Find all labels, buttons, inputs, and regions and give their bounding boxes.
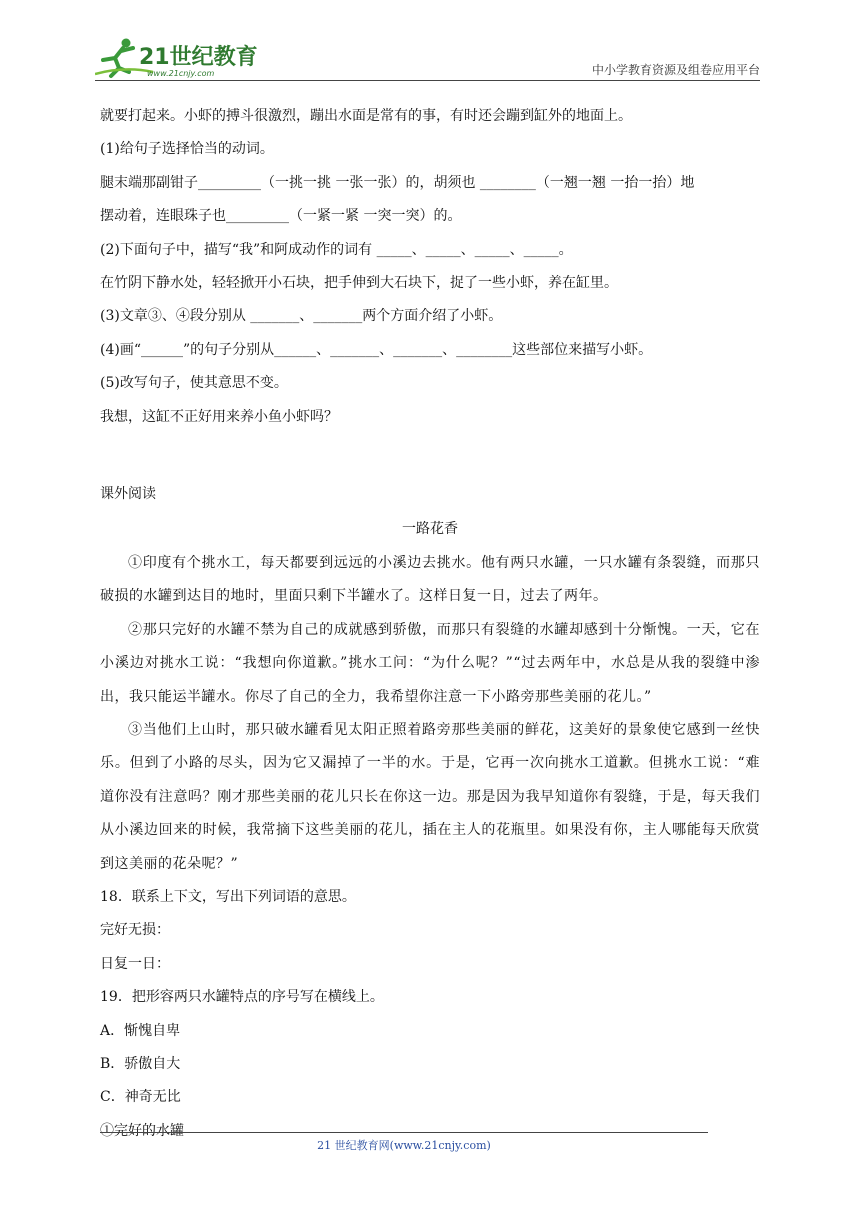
logo-text: 21世纪教育 bbox=[139, 45, 258, 70]
header-divider bbox=[95, 80, 760, 81]
section-label: 课外阅读 bbox=[100, 486, 156, 503]
question-4: (4)画“______”的句子分别从______、_______、_______、________这些部位来描写小虾。 bbox=[100, 341, 653, 358]
term-prompt: 完好无损： bbox=[100, 922, 170, 939]
text-line: 就要打起来。小虾的搏斗很激烈，蹦出水面是常有的事，有时还会蹦到缸外的地面上。 bbox=[100, 108, 632, 124]
footer-divider bbox=[100, 1132, 708, 1133]
page-content bbox=[100, 100, 760, 1148]
essay-paragraph: ①印度有个挑水工，每天都要到远远的小溪边去挑水。他有两只水罐，一只水罐有条裂缝，而那只破损的水罐到达目的地时，里面只剩下半罐水了。这样日复一日，过去了两年。 bbox=[100, 554, 760, 605]
question-5: (5)改写句子，使其意思不变。 bbox=[100, 375, 288, 392]
question-18: 18．联系上下文，写出下列词语的意思。 bbox=[100, 888, 356, 905]
question-1: (1)给句子选择恰当的动词。 bbox=[100, 141, 274, 158]
essay-title: 一路花香 bbox=[402, 521, 458, 538]
option-c: C．神奇无比 bbox=[100, 1089, 181, 1106]
site-logo bbox=[95, 36, 265, 80]
fill-blank-line: 摆动着，连眼珠子也_________（一紧一紧 一突一突）的。 bbox=[100, 208, 462, 225]
text-line: 我想，这缸不正好用来养小鱼小虾吗？ bbox=[100, 408, 338, 425]
text-line: 在竹阴下静水处，轻轻掀开小石块，把手伸到大石块下，捉了一些小虾，养在缸里。 bbox=[100, 275, 618, 292]
question-19: 19．把形容两只水罐特点的序号写在横线上。 bbox=[100, 989, 384, 1006]
page-footer: 21 世纪教育网(www.21cnjy.com) bbox=[317, 1139, 491, 1152]
essay-paragraph: ②那只完好的水罐不禁为自己的成就感到骄傲，而那只有裂缝的水罐却感到十分惭愧。一天，它在小溪边对挑水工说：“我想向你道歉。”挑水工问：“为什么呢？”“过去两年中，水总是从我的裂缝中渗出，我只能运半罐水。你尽了自己的全力，我希望你注意一下小路旁那些美丽的花儿。” bbox=[100, 621, 760, 705]
option-a: A．惭愧自卑 bbox=[100, 1022, 181, 1039]
essay-paragraph: ③当他们上山时，那只破水罐看见太阳正照着路旁那些美丽的鲜花，这美好的景象使它感到一丝快乐。但到了小路的尽头，因为它又漏掉了一半的水。于是，它再一次向挑水工道歉。但挑水工说：“难道你没有注意吗？刚才那些美丽的花儿只长在你这一边。那是因为我早知道你有裂缝，于是，每天我们从小溪边回来的时候，我常摘下这些美丽的花儿，插在主人的花瓶里。如果没有你，主人哪能每天欣赏到这美丽的花朵呢？” bbox=[100, 721, 760, 872]
platform-name: 中小学教育资源及组卷应用平台 bbox=[591, 63, 760, 77]
logo-url: www.21cnjy.com bbox=[147, 69, 215, 78]
page-header bbox=[95, 30, 760, 80]
question-3: (3)文章③、④段分别从 _______、_______两个方面介绍了小虾。 bbox=[100, 308, 503, 325]
option-b: B．骄傲自大 bbox=[100, 1055, 181, 1072]
question-2: (2)下面句子中，描写“我”和阿成动作的词有 _____、_____、_____、_____。 bbox=[100, 241, 573, 258]
answer-item: ①完好的水罐 bbox=[100, 1122, 184, 1139]
term-prompt: 日复一日： bbox=[100, 955, 170, 972]
fill-blank-line: 腿末端那副钳子_________（一挑一挑 一张一张）的，胡须也 ________（一翘一翘 一抬一抬）地 bbox=[100, 174, 695, 191]
